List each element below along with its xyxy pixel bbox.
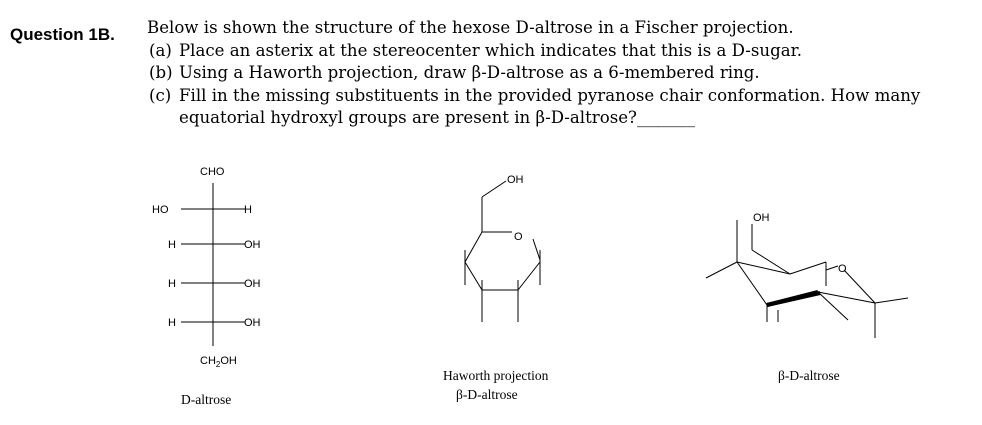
haworth-ch2oh-bond — [482, 181, 506, 197]
haworth-ring-o-bond-right — [533, 239, 540, 260]
chair-oh-label: OH — [753, 212, 770, 224]
fischer-bottom-sub: 2 — [215, 360, 221, 369]
part-c-label: (c) — [149, 85, 172, 105]
haworth-caption-line2: β-D-altrose — [456, 387, 518, 402]
haworth-ring-oxygen: O — [514, 231, 523, 243]
fischer-row-1-left: HO — [152, 204, 169, 216]
fischer-row-3-left: H — [168, 278, 176, 290]
fischer-bottom-end: OH — [220, 355, 237, 367]
chair-front-bond-bold-2 — [767, 293, 820, 305]
part-b-text: Using a Haworth projection, draw β-D-altrose as a 6-membered ring. — [179, 63, 760, 82]
fischer-row-4-left: H — [168, 317, 176, 329]
chair-back-right-bond — [790, 262, 826, 274]
fischer-bottom-main: CH — [200, 355, 216, 367]
fischer-top-group: CHO — [200, 166, 225, 178]
chair-back-left-bond — [737, 262, 790, 274]
chair-c1-equatorial — [875, 298, 908, 303]
chair-conformation — [706, 220, 908, 338]
fischer-row-2-left: H — [168, 239, 176, 251]
fischer-row-3-right: OH — [244, 278, 261, 290]
haworth-caption-line1: Haworth projection — [443, 368, 549, 383]
haworth-ring-back-left — [465, 232, 482, 262]
part-a-text: Place an asterix at the stereocenter which indicates that this is a D-sugar. — [179, 40, 802, 60]
chair-left-bond — [737, 262, 767, 305]
part-a-label: (a) — [149, 40, 172, 60]
haworth-ring-front-right — [518, 262, 540, 290]
chair-ch2oh-bond — [752, 250, 790, 274]
part-b-label: (b) — [149, 63, 173, 82]
fischer-bottom-group — [200, 355, 237, 369]
fischer-projection — [181, 183, 245, 346]
haworth-ring-front-left — [465, 262, 482, 290]
chair-ring-o-bond-left — [826, 266, 838, 270]
haworth-projection — [465, 181, 540, 322]
question-intro: Below is shown the structure of the hexose D-altrose in a Fischer projection. — [147, 18, 794, 37]
chair-c4-equatorial — [706, 262, 737, 278]
fischer-row-1-right: H — [244, 204, 252, 216]
answer-blank[interactable]: _______ — [636, 108, 696, 127]
part-c-text: Fill in the missing substituents in the provided pyranose chair conformation. How many — [179, 85, 921, 105]
part-c-continuation-text: equatorial hydroxyl groups are present in β-D-altrose? — [179, 108, 637, 127]
fischer-row-4-right: OH — [244, 317, 261, 329]
chair-ring-oxygen: O — [838, 263, 847, 275]
chair-c2-equatorial — [818, 292, 848, 320]
fischer-caption: D-altrose — [181, 392, 232, 407]
haworth-oh-label: OH — [507, 174, 524, 186]
chair-caption: β-D-altrose — [778, 368, 840, 383]
fischer-row-2-right: OH — [244, 239, 261, 251]
question-label: Question 1B. — [10, 25, 115, 44]
